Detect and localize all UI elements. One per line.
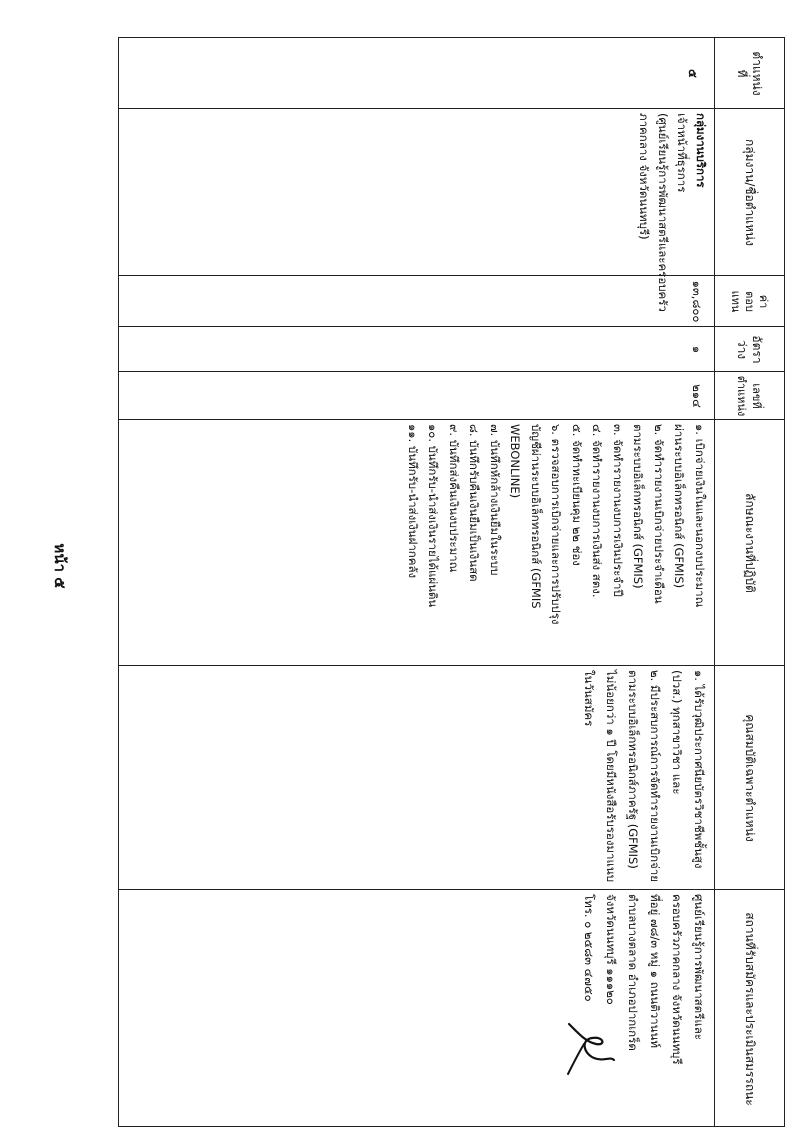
header-pos-no: เลขที่ ตำแหน่ง bbox=[735, 375, 764, 417]
duties-list bbox=[403, 420, 711, 666]
group-title: กลุ่มงานบริการ bbox=[694, 113, 708, 188]
qualification-line: ๑. ได้รับวุฒิประกาศนียบัตรวิชาชีพชั้นสูง bbox=[692, 670, 706, 869]
unit-line-2: ภาคกลาง จังหวัดนนทบุรี) bbox=[637, 113, 651, 240]
place-line: โทร. ๐ ๒๕๘๓ ๔๗๕๐ bbox=[582, 894, 596, 1002]
header-rate: อัตรา ว่าง bbox=[735, 335, 765, 364]
duty-line: WEBONLINE) bbox=[508, 424, 523, 499]
application-place bbox=[578, 890, 710, 1128]
duty-line: ๔. จัดทำรายงานงบการเงินส่ง สตง. bbox=[590, 424, 605, 598]
place-line: ตำบลบางตลาด อำเภอปากเกร็ด bbox=[626, 894, 640, 1051]
qualification-line: (ปวส.) ทุกสาขาวิชา และ bbox=[670, 670, 684, 795]
header-pay: ค่า ตอบ แทน bbox=[729, 290, 771, 313]
header-place: สถานที่รับสมัครและประเมินสมรรถนะ bbox=[743, 912, 757, 1106]
duty-line: ๒. จัดทำรายงานเบิกจ่ายประจำเดือน bbox=[652, 424, 666, 604]
duty-line: ๓. จัดทำรายงานงบการเงินประจำปี bbox=[611, 424, 625, 597]
rate-value: ๑ bbox=[690, 345, 704, 354]
duty-line: บัญชีผ่านระบบอิเล็กทรอนิกส์ (GFMIS bbox=[529, 424, 543, 609]
col-pos-no bbox=[119, 372, 784, 420]
place-line: ครอบครัวภาคกลาง จังหวัดนนทบุรี bbox=[670, 894, 684, 1065]
duty-line: ๕. จัดทำทะเบียนคุม ๒๒ ช่อง bbox=[570, 424, 584, 566]
qualification-line: ในวันสมัคร bbox=[582, 670, 596, 727]
qualification-line: ไม่น้อยกว่า ๑ ปี โดยมีหนังสือรับรองมาแนบ bbox=[604, 670, 618, 883]
qualification-line: ๒. มีประสบการณ์การจัดทำรายงานเบิกจ่าย bbox=[648, 670, 662, 882]
pos-no-value: ๒๑๔ bbox=[690, 384, 704, 408]
place-line: ศูนย์เรียนรู้การพัฒนาสตรีและ bbox=[692, 894, 706, 1040]
header-duties: ลักษณะงานที่ปฏิบัติ bbox=[743, 493, 757, 593]
place-line: ที่อยู่ ๗๘/๓ หมู่ ๑ ถนนติวานนท์ bbox=[648, 894, 662, 1048]
qualifications-list bbox=[578, 666, 710, 890]
qualification-line: ตามระบบอิเล็กทรอนิกส์ภาครัฐ (GFMIS) bbox=[626, 670, 640, 869]
duty-line: ๗. บันทึกหักล้างเงินยืมในระบบ bbox=[488, 424, 502, 576]
duty-line: ๑๐. บันทึกรับ-นำส่งเงินรายได้แผ่นดิน bbox=[426, 424, 441, 608]
pay-value: ๑๓,๘๐๐ bbox=[690, 280, 704, 323]
duty-line: ตามระบบอิเล็กทรอนิกส์ (GFMIS) bbox=[631, 424, 646, 589]
header-qualifications: คุณสมบัติเฉพาะตำแหน่ง bbox=[743, 714, 757, 842]
handwritten-signature bbox=[554, 1014, 624, 1084]
position-table bbox=[118, 37, 785, 1127]
duty-line: ผ่านระบบอิเล็กทรอนิกส์ (GFMIS) bbox=[672, 424, 687, 589]
row-no: ๕ bbox=[686, 69, 700, 78]
header-group: กลุ่มงาน/ชื่อตำแหน่ง bbox=[743, 139, 757, 246]
position-title: เจ้าหน้าที่ธุรการ bbox=[675, 113, 689, 193]
place-line: จังหวัดนนทบุรี ๑๑๑๒๐ bbox=[604, 894, 618, 1005]
col-rate bbox=[119, 327, 784, 372]
duty-line: ๘. บันทึกรับคืนเงินยืมเป็นเงินสด bbox=[467, 424, 482, 582]
duty-line: ๙. บันทึกส่งคืนเงินงบประมาณ bbox=[447, 424, 461, 573]
duty-line: ๑. เบิกจ่ายเงินในและนอกงบประมาณ bbox=[693, 424, 707, 608]
duty-line: ๑๑. บันทึกรับ-นำส่งเงินฝากคลัง bbox=[406, 424, 420, 579]
page-number: หน้า ๕ bbox=[51, 543, 69, 589]
rotated-table-stage bbox=[103, 37, 785, 1127]
unit-line-1: (ศูนย์เรียนรู้การพัฒนาสตรีและครอบครัว bbox=[656, 113, 670, 312]
header-no: ตำแหน่ง ที่ bbox=[735, 51, 765, 96]
col-pay bbox=[119, 276, 784, 327]
duty-line: ๖. ตรวจสอบการเบิกจ่ายและการปรับปรุง bbox=[549, 424, 564, 625]
